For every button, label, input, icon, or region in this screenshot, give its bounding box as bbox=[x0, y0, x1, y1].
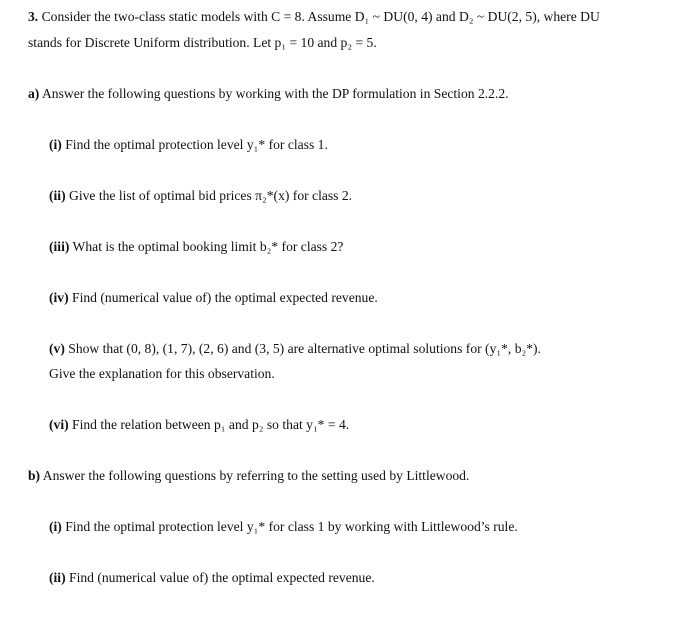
item-label: (iv) bbox=[49, 290, 69, 305]
part-b-heading bbox=[28, 467, 469, 485]
part-b-item-ii bbox=[49, 569, 375, 587]
item-label: (vi) bbox=[49, 417, 69, 432]
item-label: (i) bbox=[49, 519, 62, 534]
item-text: Give the list of optimal bid prices π₂*(x) for class 2. bbox=[69, 188, 353, 203]
part-b-label: b) bbox=[28, 468, 41, 483]
problem-intro-text-2: stands for Discrete Uniform distribution. Let p₁ = 10 and p₂ = 5. bbox=[28, 35, 377, 50]
part-a-item-iii bbox=[49, 238, 343, 256]
part-a-item-v-continuation bbox=[49, 365, 275, 383]
problem-number: 3. bbox=[28, 9, 39, 24]
item-text: Find the optimal protection level y₁* for class 1 by working with Littlewood’s rule. bbox=[65, 519, 518, 534]
item-text: What is the optimal booking limit b₂* for class 2? bbox=[72, 239, 344, 254]
part-b-item-i bbox=[49, 518, 518, 536]
item-text: Find (numerical value of) the optimal expected revenue. bbox=[72, 290, 378, 305]
item-label: (iii) bbox=[49, 239, 70, 254]
item-text: Find the optimal protection level y₁* for class 1. bbox=[65, 137, 328, 152]
item-label: (ii) bbox=[49, 188, 66, 203]
item-label: (v) bbox=[49, 341, 65, 356]
item-text: Find the relation between p₁ and p₂ so that y₁* = 4. bbox=[72, 417, 350, 432]
part-a-item-ii bbox=[49, 187, 352, 205]
part-a-text: Answer the following questions by working with the DP formulation in Section 2.2.2. bbox=[41, 86, 509, 101]
problem-intro-line-2 bbox=[28, 34, 377, 52]
part-a-item-i bbox=[49, 136, 328, 154]
item-label: (i) bbox=[49, 137, 62, 152]
part-a-item-iv bbox=[49, 289, 378, 307]
problem-intro-text-1: Consider the two-class static models with C = 8. Assume D₁ ~ DU(0, 4) and D₂ ~ DU(2, 5), where DU bbox=[41, 9, 600, 24]
item-text-continuation: Give the explanation for this observation. bbox=[49, 366, 275, 381]
part-b-text: Answer the following questions by referring to the setting used by Littlewood. bbox=[42, 468, 470, 483]
item-text: Find (numerical value of) the optimal expected revenue. bbox=[69, 570, 375, 585]
item-text: Show that (0, 8), (1, 7), (2, 6) and (3, 5) are alternative optimal solutions for (y₁*, b₂*). bbox=[68, 341, 541, 356]
item-label: (ii) bbox=[49, 570, 66, 585]
part-a-heading bbox=[28, 85, 509, 103]
problem-intro-line-1 bbox=[28, 8, 600, 26]
part-a-item-vi bbox=[49, 416, 349, 434]
part-a-label: a) bbox=[28, 86, 40, 101]
part-a-item-v bbox=[49, 340, 541, 358]
